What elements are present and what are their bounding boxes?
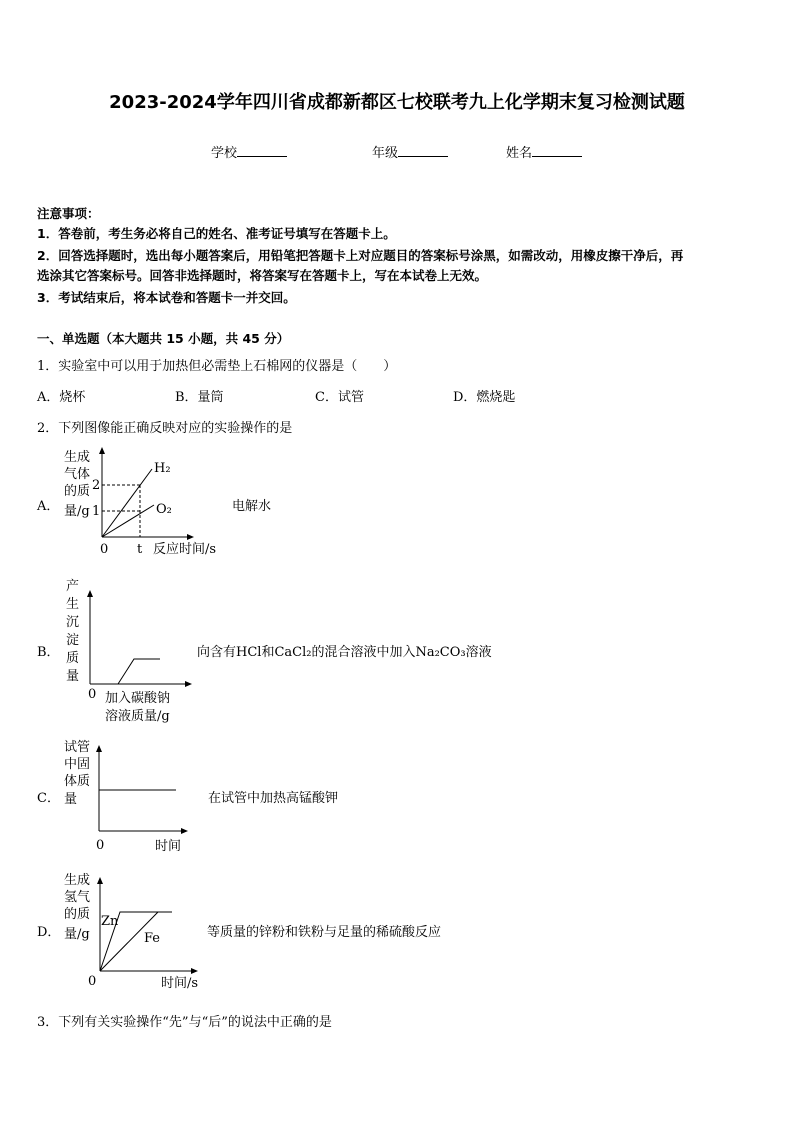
q2-option-c-label: C． [37, 791, 60, 806]
graph-a-ylabel: 气体 [64, 467, 91, 482]
q1-option-c: C．试管 [315, 390, 364, 405]
question-2-stem: 2．下列图像能正确反映对应的实验操作的是 [37, 421, 293, 436]
graph-b-ylabel: 生 [66, 597, 80, 612]
graph-a-tick-t: t [137, 542, 143, 557]
graph-b-ylabel: 沉 [66, 615, 80, 630]
graph-d-series-fe: Fe [144, 931, 161, 946]
school-label: 学校 [211, 146, 238, 161]
question-3-stem: 3．下列有关实验操作“先”与“后”的说法中正确的是 [37, 1015, 332, 1030]
graph-d-ylabel: 生成 [64, 873, 91, 888]
q1-option-b: B．量筒 [175, 390, 224, 405]
graph-a-line-h2 [102, 469, 152, 537]
q2-option-c-desc: 在试管中加热高锰酸钾 [208, 791, 339, 806]
graph-b [60, 576, 200, 726]
graph-b-y-arrow [87, 590, 93, 597]
graph-c-xlabel: 时间 [155, 839, 182, 854]
name-field [506, 142, 582, 161]
notes-heading: 注意事项： [37, 206, 100, 221]
graph-b-origin: 0 [88, 687, 97, 702]
q2-option-a-label: A． [37, 499, 60, 514]
graph-a-line-o2 [102, 505, 154, 537]
graph-a-origin: 0 [100, 542, 109, 557]
graph-b-xlabel: 溶液质量/g [105, 709, 170, 724]
graph-c-ylabel: 量 [64, 792, 78, 807]
graph-a-x-arrow [187, 534, 194, 540]
graph-a-ylabel: 的质 [64, 484, 91, 499]
graph-d-series-zn: Zn [101, 914, 119, 929]
page-title: 2023-2024学年四川省成都新都区七校联考九上化学期末复习检测试题 [109, 92, 685, 113]
graph-a-xlabel: 反应时间/s [153, 542, 217, 557]
grade-blank [398, 144, 448, 157]
note-item: 2．回答选择题时，选出每小题答案后，用铅笔把答题卡上对应题目的答案标号涂黑，如需改动，用橡皮擦干净后，再 [37, 248, 684, 263]
graph-a-y-arrow [99, 447, 105, 454]
q2-option-d-desc: 等质量的锌粉和铁粉与足量的稀硫酸反应 [207, 925, 442, 940]
q2-option-b-desc: 向含有HCl和CaCl₂的混合溶液中加入Na₂CO₃溶液 [197, 645, 492, 660]
note-item: 1．答卷前，考生务必将自己的姓名、准考证号填写在答题卡上。 [37, 226, 396, 241]
note-item: 选涂其它答案标号。回答非选择题时，将答案写在答题卡上，写在本试卷上无效。 [37, 268, 488, 283]
graph-d-ylabel: 氢气 [64, 890, 91, 905]
graph-d-x-arrow [191, 968, 198, 974]
school-blank [237, 144, 287, 157]
graph-d-y-arrow [97, 877, 103, 884]
name-blank [532, 144, 582, 157]
graph-c-y-arrow [96, 745, 102, 752]
graph-a-ylabel: 生成 [64, 450, 91, 465]
graph-a-series-h2: H₂ [154, 461, 171, 476]
grade-field [372, 142, 448, 161]
q2-option-a-desc: 电解水 [232, 499, 272, 514]
graph-b-xlabel: 加入碳酸钠 [105, 691, 171, 706]
q2-option-d-label: D． [37, 925, 61, 940]
q2-option-b-label: B． [37, 645, 60, 660]
graph-d-ylabel: 量/g [64, 927, 90, 942]
graph-b-ylabel: 产 [66, 579, 80, 594]
graph-c-ylabel: 试管 [64, 740, 91, 755]
graph-a-tick-1: 1 [92, 504, 101, 519]
graph-d-origin: 0 [88, 974, 97, 989]
school-field [211, 142, 287, 161]
graph-c [60, 735, 200, 857]
note-item: 3．考试结束后，将本试卷和答题卡一并交回。 [37, 290, 296, 305]
name-label: 姓名 [506, 146, 533, 161]
graph-b-line [118, 659, 160, 684]
graph-a-series-o2: O₂ [156, 502, 172, 517]
graph-a-tick-2: 2 [92, 478, 101, 493]
graph-b-x-arrow [185, 681, 192, 687]
q1-option-a: A．烧杯 [37, 390, 86, 405]
graph-c-x-arrow [181, 828, 188, 834]
graph-d [60, 867, 210, 995]
graph-d-ylabel: 的质 [64, 907, 91, 922]
graph-b-ylabel: 质 [66, 651, 80, 666]
graph-c-ylabel: 体质 [64, 774, 91, 789]
q1-option-d: D．燃烧匙 [453, 390, 516, 405]
graph-b-ylabel: 量 [66, 669, 80, 684]
graph-d-xlabel: 时间/s [161, 976, 199, 991]
grade-label: 年级 [372, 146, 399, 161]
graph-a [60, 445, 240, 565]
question-1-stem: 1．实验室中可以用于加热但必需垫上石棉网的仪器是（ ） [37, 359, 397, 374]
graph-c-origin: 0 [96, 838, 105, 853]
section-heading: 一、单选题（本大题共 15 小题，共 45 分） [37, 331, 290, 346]
graph-b-ylabel: 淀 [66, 633, 80, 648]
graph-c-ylabel: 中固 [64, 757, 91, 772]
graph-a-ylabel: 量/g [64, 504, 90, 519]
